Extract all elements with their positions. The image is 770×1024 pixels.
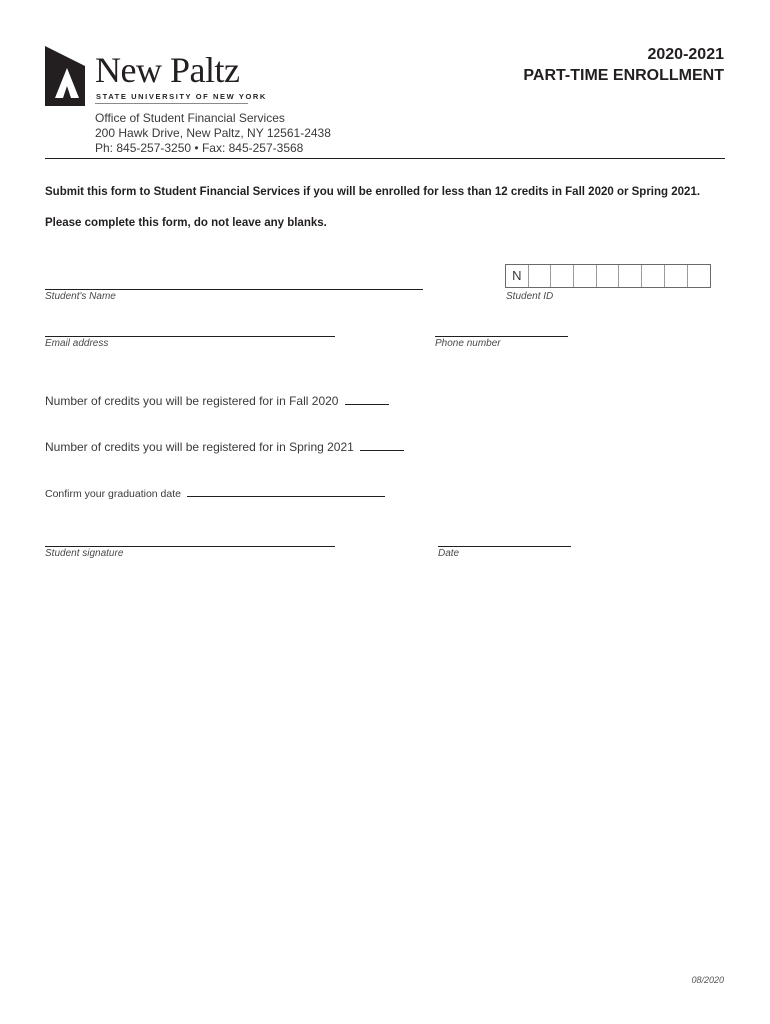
phone-label: Phone number (435, 338, 501, 349)
student-id-digit-box[interactable] (574, 265, 597, 287)
student-name-field[interactable] (45, 289, 423, 290)
office-phone-fax: Ph: 845-257-3250 • Fax: 845-257-3568 (95, 141, 304, 155)
email-field[interactable] (45, 336, 335, 337)
date-label: Date (438, 548, 460, 559)
email-label: Email address (45, 338, 109, 349)
fall-credits-label: Number of credits you will be registered for in Fall 2020 (45, 394, 339, 408)
graduation-row (45, 488, 385, 500)
signature-field[interactable] (45, 546, 335, 547)
student-id-label: Student ID (506, 291, 554, 302)
date-field[interactable] (438, 546, 571, 547)
fall-credits-field[interactable] (345, 404, 389, 405)
instructions-complete: Please complete this form, do not leave any blanks. (45, 217, 327, 229)
student-id-prefix: N (506, 265, 529, 287)
student-id-digit-box[interactable] (597, 265, 620, 287)
logo-divider (95, 103, 248, 104)
student-id-field[interactable] (505, 264, 711, 288)
student-id-digit-box[interactable] (551, 265, 574, 287)
student-id-digit-box[interactable] (688, 265, 711, 287)
logo-subtitle: STATE UNIVERSITY OF NEW YORK (96, 92, 267, 101)
student-id-digit-box[interactable] (529, 265, 552, 287)
office-address: 200 Hawk Drive, New Paltz, NY 12561-2438 (95, 126, 331, 140)
new-paltz-logo-icon (45, 46, 85, 106)
revision-date: 08/2020 (691, 975, 724, 985)
graduation-date-field[interactable] (187, 496, 385, 497)
form-title: PART-TIME ENROLLMENT (523, 67, 724, 84)
student-id-digit-box[interactable] (619, 265, 642, 287)
spring-credits-field[interactable] (360, 450, 404, 451)
spring-credits-label: Number of credits you will be registered for in Spring 2021 (45, 440, 354, 454)
graduation-label: Confirm your graduation date (45, 488, 181, 500)
signature-label: Student signature (45, 548, 124, 559)
office-name: Office of Student Financial Services (95, 111, 285, 125)
fall-credits-row (45, 394, 389, 408)
logo-name: New Paltz (95, 50, 240, 90)
header-divider (45, 158, 725, 159)
student-id-digit-box[interactable] (642, 265, 665, 287)
phone-field[interactable] (435, 336, 568, 337)
instructions-submit: Submit this form to Student Financial Services if you will be enrolled for less than 12 credits in Fall 2020 or Spring 2021. (45, 186, 701, 198)
student-name-label: Student's Name (45, 291, 116, 302)
student-id-digit-box[interactable] (665, 265, 688, 287)
spring-credits-row (45, 440, 404, 454)
academic-year: 2020-2021 (647, 46, 724, 63)
